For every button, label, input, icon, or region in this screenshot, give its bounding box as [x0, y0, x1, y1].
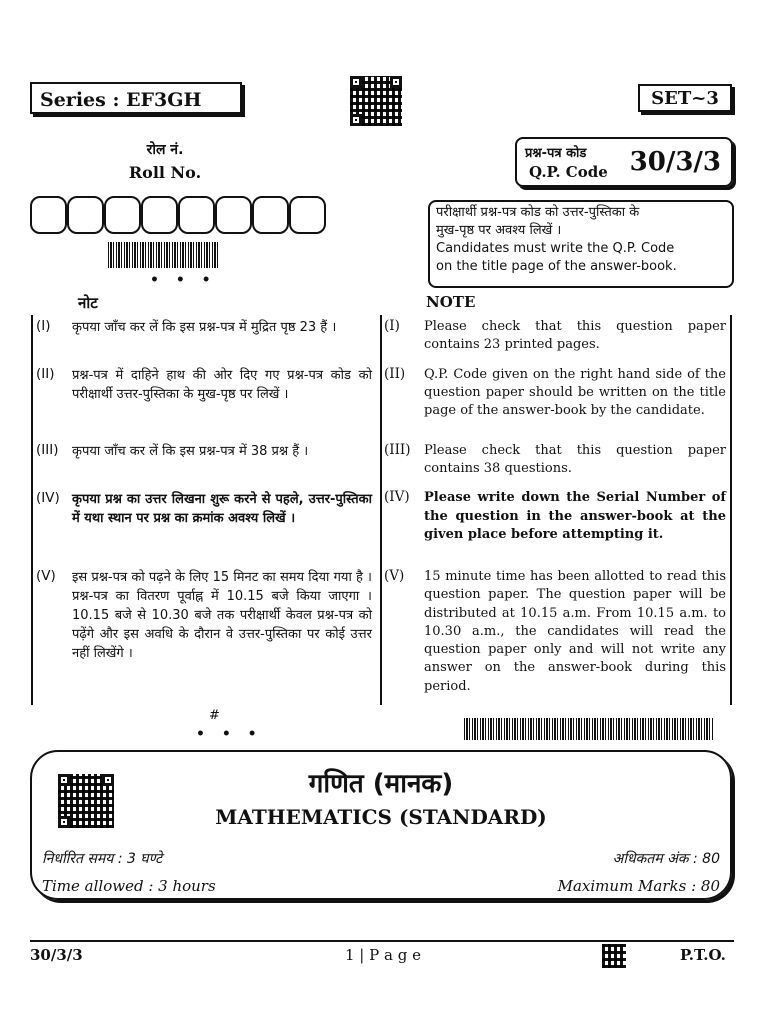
note-item-hindi	[36, 490, 378, 528]
note-item-hindi	[36, 568, 378, 663]
hash-mark: #	[209, 708, 220, 723]
max-marks-hindi: अधिकतम अंक : 80	[612, 851, 720, 867]
note-text-hindi: इस प्रश्न-पत्र को पढ़ने के लिए 15 मिनट का समय दिया गया है । प्रश्न-पत्र का वितरण पूर्वाह्न में 10.15 बजे किया जाएगा । 10.15 बजे से 10.30 बजे तक परीक्षार्थी केवल प्रश्न-पत्र को पढ़ेंगे और इस अवधि के दौरान वे उत्तर-पुस्तिका पर कोई उत्तर नहीं लिखेंगे ।	[72, 570, 372, 661]
qr-code-icon	[350, 76, 402, 126]
footer-qp-code: 30/3/3	[30, 946, 83, 964]
subject-title: MATHEMATICS (STANDARD)	[215, 805, 547, 829]
dots-marker: • • •	[150, 272, 217, 288]
note-item	[384, 318, 728, 354]
roll-digit-cell[interactable]	[67, 196, 104, 234]
note-number: (V)	[36, 568, 56, 584]
note-number: (III)	[36, 442, 59, 458]
note-item-hindi	[36, 442, 378, 461]
qr-code-icon	[602, 944, 626, 968]
note-text: Please check that this question paper contains 38 questions.	[424, 443, 726, 476]
set-label: SET~3	[638, 84, 732, 112]
roll-digit-cell[interactable]	[215, 196, 252, 234]
max-marks: Maximum Marks : 80	[557, 877, 720, 895]
roll-digit-cell[interactable]	[104, 196, 141, 234]
subject-title-hindi: गणित (मानक)	[308, 769, 454, 799]
note-heading: NOTE	[426, 293, 476, 311]
dots-marker: • • •	[196, 726, 263, 742]
note-text: 15 minute time has been allotted to read this question paper. The question paper will be distributed at 10.15 a.m. From 10.15 a.m. to 10.30 a.m., the candidates will read the question paper only and will not write any answer on the answer-book during this period.	[424, 569, 726, 694]
roll-digit-cell[interactable]	[252, 196, 289, 234]
footer-divider	[30, 940, 734, 942]
qp-code-box	[515, 137, 733, 187]
note-item	[384, 366, 728, 420]
note-text-hindi: प्रश्न-पत्र में दाहिने हाथ की ओर दिए गए प्रश्न-पत्र कोड को परीक्षार्थी उत्तर-पुस्तिका के मुख-पृष्ठ पर लिखें ।	[72, 368, 372, 402]
note-text-hindi: कृपया जाँच कर लें कि इस प्रश्न-पत्र में मुद्रित पृष्ठ 23 हैं ।	[72, 320, 337, 335]
roll-digit-cell[interactable]	[141, 196, 178, 234]
note-number: (III)	[384, 442, 411, 458]
roll-digit-cell[interactable]	[178, 196, 215, 234]
note-number: (I)	[36, 318, 51, 334]
roll-label: Roll No.	[128, 163, 202, 182]
candidate-instruction-box	[428, 200, 734, 288]
candidate-note-en-2: on the title page of the answer-book.	[436, 259, 677, 274]
note-heading-hindi: नोट	[78, 294, 98, 312]
qp-code-label: Q.P. Code	[529, 163, 608, 181]
note-number: (II)	[384, 366, 406, 382]
candidate-note-hindi-2: मुख-पृष्ठ पर अवश्य लिखें ।	[436, 223, 562, 238]
note-text: Please write down the Serial Number of the question in the answer-book at the given place before attempting it.	[424, 490, 726, 542]
note-text: Please check that this question paper contains 23 printed pages.	[424, 319, 726, 352]
note-item	[384, 489, 728, 545]
pto-label: P.T.O.	[680, 946, 726, 964]
roll-number-boxes	[30, 196, 326, 234]
series-label: Series : EF3GH	[30, 82, 242, 114]
time-allowed-hindi: निर्धारित समय : 3 घण्टे	[42, 851, 163, 867]
note-number: (II)	[36, 366, 55, 382]
note-text-hindi: कृपया प्रश्न का उत्तर लिखना शुरू करने से पहले, उत्तर-पुस्तिका में यथा स्थान पर प्रश्न का क्रमांक अवश्य लिखें ।	[72, 492, 372, 526]
barcode-icon	[464, 718, 714, 740]
note-number: (IV)	[36, 490, 60, 506]
candidate-note-hindi-1: परीक्षार्थी प्रश्न-पत्र कोड को उत्तर-पुस्तिका के	[436, 205, 640, 220]
candidate-note-en-1: Candidates must write the Q.P. Code	[436, 241, 675, 256]
left-border	[31, 315, 33, 705]
roll-label-hindi: रोल नं.	[146, 142, 184, 158]
note-number: (I)	[384, 318, 400, 334]
roll-digit-cell[interactable]	[289, 196, 326, 234]
subject-box	[30, 750, 732, 900]
time-allowed: Time allowed : 3 hours	[42, 877, 216, 895]
page-number: 1 | P a g e	[345, 946, 421, 964]
note-item-hindi	[36, 318, 378, 337]
note-item-hindi	[36, 366, 378, 404]
roll-digit-cell[interactable]	[30, 196, 67, 234]
note-number: (IV)	[384, 489, 410, 505]
note-number: (V)	[384, 568, 405, 584]
note-item	[384, 442, 728, 478]
middle-divider	[380, 315, 382, 705]
qp-code-label-hindi: प्रश्न-पत्र कोड	[525, 146, 587, 161]
right-border	[730, 315, 732, 705]
note-text-hindi: कृपया जाँच कर लें कि इस प्रश्न-पत्र में 38 प्रश्न हैं ।	[72, 444, 309, 459]
barcode-icon	[108, 242, 220, 268]
qp-code-value: 30/3/3	[629, 147, 721, 177]
note-item	[384, 568, 728, 696]
note-text: Q.P. Code given on the right hand side of the question paper should be written on the title page of the answer-book by the candidate.	[424, 367, 726, 418]
